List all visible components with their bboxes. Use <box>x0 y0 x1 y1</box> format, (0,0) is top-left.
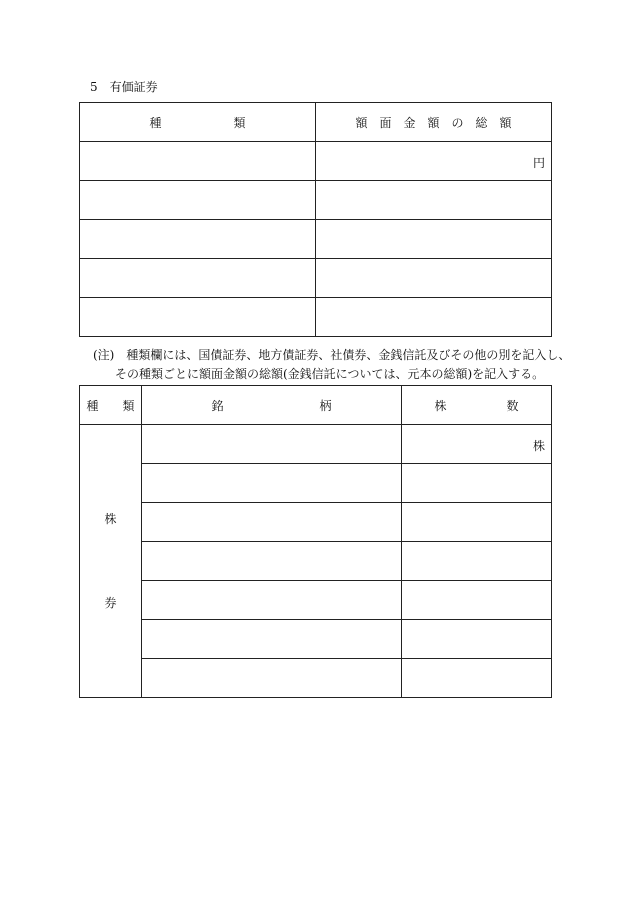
note-line-2: その種類ごとに額面金額の総額(金銭信託については、元本の総額)を記入する。 <box>115 367 545 381</box>
securities-kind-cell[interactable] <box>80 142 316 181</box>
table-row <box>80 620 552 659</box>
shares-unit-label: 株 <box>532 439 545 453</box>
securities-header-amount: 額 面 金 額 の 総 額 <box>316 103 552 142</box>
securities-kind-cell[interactable] <box>80 298 316 337</box>
table-row <box>80 503 552 542</box>
table-row <box>80 464 552 503</box>
yen-unit-label: 円 <box>532 156 545 170</box>
table-row <box>80 181 552 220</box>
securities-amount-cell[interactable] <box>316 142 552 181</box>
stock-shares-cell[interactable] <box>402 425 552 464</box>
stock-header-name: 銘 柄 <box>142 386 402 425</box>
securities-amount-cell[interactable] <box>316 220 552 259</box>
stock-header-shares: 株 数 <box>402 386 552 425</box>
stock-shares-cell[interactable] <box>402 620 552 659</box>
table-row <box>80 542 552 581</box>
section-title: 有価証券 <box>109 80 158 94</box>
table-row <box>80 220 552 259</box>
table-row <box>80 659 552 698</box>
stock-table <box>79 385 552 698</box>
stock-name-cell[interactable] <box>142 620 402 659</box>
stock-name-cell[interactable] <box>142 542 402 581</box>
note <box>93 346 570 384</box>
stock-name-cell[interactable] <box>142 659 402 698</box>
stock-header-row <box>80 386 552 425</box>
securities-amount-cell[interactable] <box>316 181 552 220</box>
securities-table <box>79 102 552 337</box>
stock-kind-cell <box>80 425 142 698</box>
stock-shares-cell[interactable] <box>402 542 552 581</box>
table-row <box>80 259 552 298</box>
stock-name-cell[interactable] <box>142 581 402 620</box>
securities-header-row <box>80 103 552 142</box>
stock-shares-cell[interactable] <box>402 464 552 503</box>
stock-name-cell[interactable] <box>142 425 402 464</box>
securities-amount-cell[interactable] <box>316 259 552 298</box>
securities-kind-cell[interactable] <box>80 181 316 220</box>
section-heading <box>90 80 158 94</box>
securities-kind-cell[interactable] <box>80 220 316 259</box>
table-row <box>80 581 552 620</box>
securities-header-kind: 種 類 <box>80 103 316 142</box>
table-row <box>80 298 552 337</box>
stock-header-kind: 種 類 <box>80 386 142 425</box>
stock-name-cell[interactable] <box>142 503 402 542</box>
table-row <box>80 142 552 181</box>
section-number: 5 <box>90 80 98 94</box>
table-row <box>80 425 552 464</box>
stock-shares-cell[interactable] <box>402 503 552 542</box>
stock-name-cell[interactable] <box>142 464 402 503</box>
securities-kind-cell[interactable] <box>80 259 316 298</box>
stock-kind-char-1: 株 <box>104 512 117 526</box>
stock-shares-cell[interactable] <box>402 581 552 620</box>
stock-kind-char-2: 券 <box>104 596 117 610</box>
securities-amount-cell[interactable] <box>316 298 552 337</box>
stock-shares-cell[interactable] <box>402 659 552 698</box>
note-line-1: (注) 種類欄には、国債証券、地方債証券、社債券、金銭信託及びその他の別を記入し、 <box>93 348 571 362</box>
